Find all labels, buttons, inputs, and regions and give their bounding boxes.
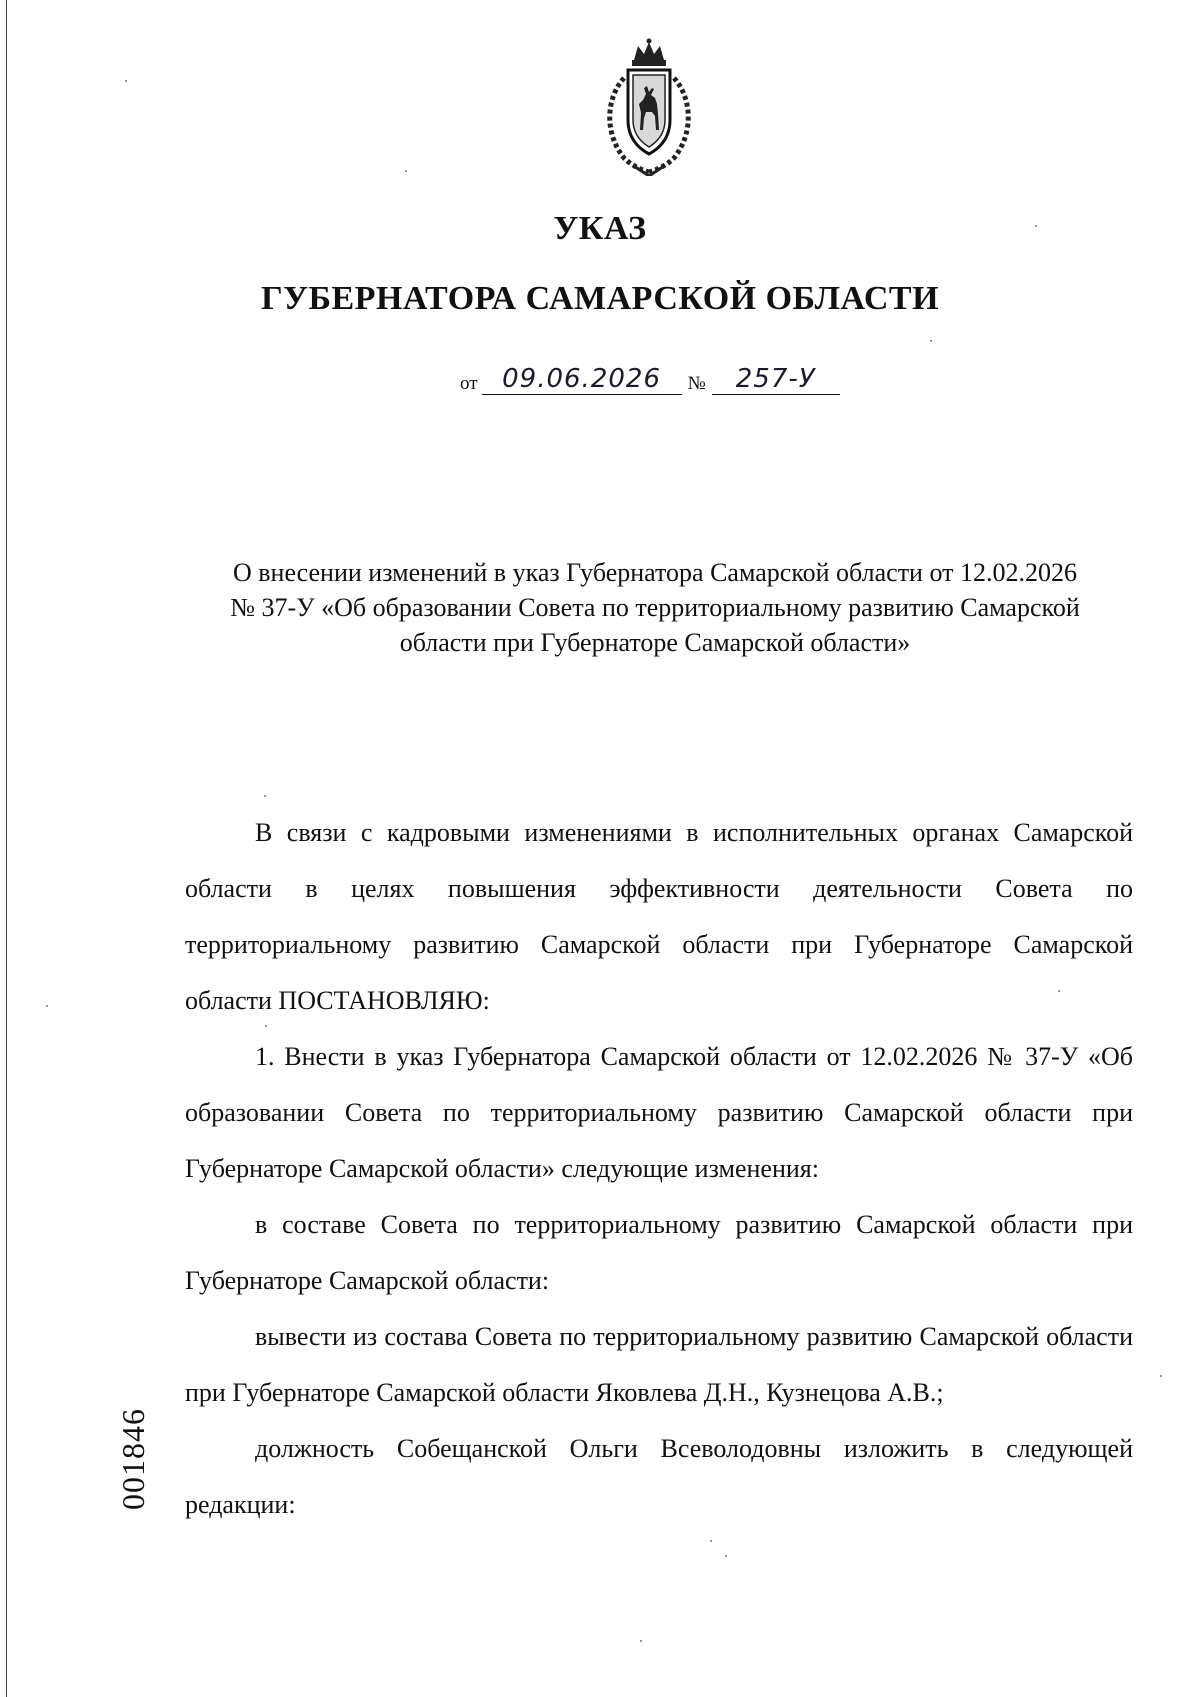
- handwritten-number: 257-У: [712, 364, 840, 395]
- date-number-line: [460, 364, 840, 404]
- decree-subject: [175, 555, 1135, 660]
- document-title: УКАЗ: [553, 210, 647, 247]
- scan-speck: [1058, 990, 1060, 992]
- body-paragraph: 1. Внести в указ Губернатора Самарской области от 12.02.2026 № 37-У «Об образовании Совета по территориальному развитию Самарской области при Губернаторе Самарской области» следующие изменения:: [185, 1042, 1133, 1183]
- scan-speck: [405, 170, 407, 172]
- subject-line: О внесении изменений в указ Губернатора Самарской области от 12.02.2026: [233, 558, 1077, 587]
- date-label: от: [460, 373, 478, 394]
- body-paragraph: вывести из состава Совета по территориальному развитию Самарской области при Губернаторе Самарской области Яковлева Д.Н., Кузнецова А.В.;: [185, 1322, 1133, 1407]
- coat-of-arms-icon: [594, 38, 704, 176]
- document-subtitle: ГУБЕРНАТОРА САМАРСКОЙ ОБЛАСТИ: [260, 280, 940, 317]
- scan-speck: [265, 1025, 267, 1027]
- subject-line: № 37-У «Об образовании Совета по территориальному развитию Самарской: [230, 593, 1080, 622]
- scan-speck: [264, 795, 266, 797]
- page-edge-line: [6, 0, 7, 1697]
- body-paragraph: должность Собещанской Ольги Всеволодовны изложить в следующей редакции:: [185, 1434, 1133, 1519]
- scan-speck: [640, 1640, 642, 1642]
- scan-speck: [1160, 1375, 1162, 1377]
- scan-speck: [710, 1540, 712, 1542]
- body-paragraph: в составе Совета по территориальному развитию Самарской области при Губернаторе Самарской области:: [185, 1210, 1133, 1295]
- scan-speck: [1035, 225, 1037, 227]
- decree-body: [185, 805, 1133, 1533]
- side-serial-number: 001846: [115, 1408, 151, 1510]
- number-label: №: [687, 373, 706, 394]
- body-paragraph: В связи с кадровыми изменениями в исполнительных органах Самарской области в целях повышения эффективности деятельности Совета по территориальному развитию Самарской области при Губернаторе Самарской области ПОСТАНОВЛЯЮ:: [185, 818, 1133, 1015]
- scan-speck: [930, 340, 932, 342]
- scan-speck: [725, 1555, 727, 1557]
- scan-speck: [125, 80, 127, 82]
- subject-line: области при Губернаторе Самарской области»: [399, 628, 911, 657]
- handwritten-date: 09.06.2026: [482, 364, 682, 395]
- scan-speck: [46, 1005, 48, 1007]
